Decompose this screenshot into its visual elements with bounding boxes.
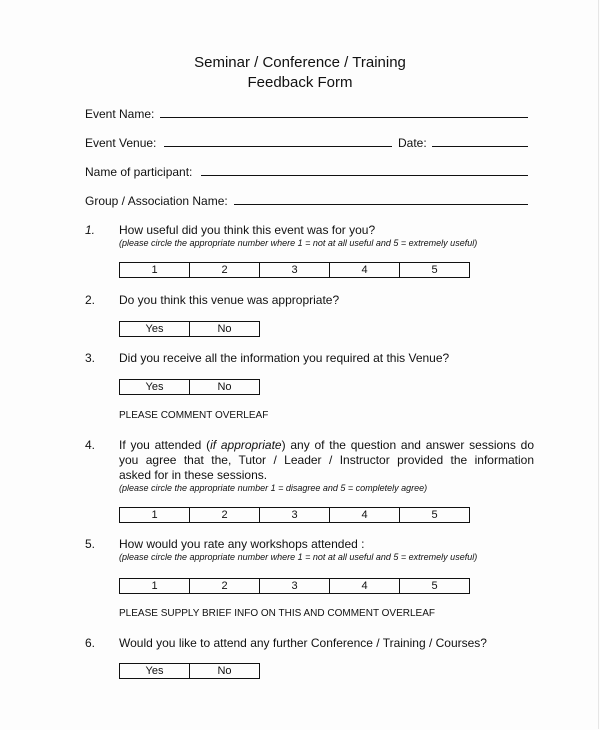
q2-text: Do you think this venue was appropriate? — [119, 293, 340, 307]
q4-line-2: you agree that the, Tutor / Leader / Instructor provided the information — [119, 453, 534, 467]
date-label: Date: — [398, 136, 427, 150]
q4-option[interactable]: 5 — [400, 508, 470, 523]
q3-option-no[interactable]: No — [190, 380, 260, 395]
q3-option-yes[interactable]: Yes — [120, 380, 190, 395]
q4-scale — [119, 507, 470, 523]
q5-option[interactable]: 3 — [260, 579, 330, 594]
q5-scale — [119, 578, 470, 594]
q2-scale — [119, 321, 260, 337]
q4-option[interactable]: 4 — [330, 508, 400, 523]
q4-option[interactable]: 1 — [120, 508, 190, 523]
q4-option[interactable]: 2 — [190, 508, 260, 523]
q2-option-no[interactable]: No — [190, 322, 260, 337]
q3-scale — [119, 379, 260, 395]
q5-option[interactable]: 4 — [330, 579, 400, 594]
q6-number: 6. — [85, 636, 96, 650]
q6-option-no[interactable]: No — [190, 664, 260, 679]
q4-line-3: asked for in these sessions. — [119, 468, 268, 482]
form-title: Seminar / Conference / Training — [194, 54, 406, 71]
q1-option[interactable]: 1 — [120, 263, 190, 278]
q4-option[interactable]: 3 — [260, 508, 330, 523]
participant-line[interactable] — [201, 175, 528, 176]
event-name-label: Event Name: — [85, 107, 155, 121]
q4-number: 4. — [85, 438, 96, 452]
q6-scale — [119, 663, 260, 679]
event-name-line[interactable] — [160, 117, 528, 118]
q1-number: 1. — [85, 223, 96, 237]
q5-option[interactable]: 2 — [190, 579, 260, 594]
q3-text: Did you receive all the information you required at this Venue? — [119, 351, 450, 365]
q4-text — [119, 438, 534, 483]
q1-hint: (please circle the appropriate number where 1 = not at all useful and 5 = extremely useful) — [119, 238, 478, 248]
participant-label: Name of participant: — [85, 165, 193, 179]
q2-number: 2. — [85, 293, 96, 307]
q5-hint: (please circle the appropriate number where 1 = not at all useful and 5 = extremely useful) — [119, 552, 478, 562]
event-venue-line[interactable] — [164, 146, 392, 147]
q1-option[interactable]: 2 — [190, 263, 260, 278]
q3-note: PLEASE COMMENT OVERLEAF — [119, 410, 269, 421]
group-label: Group / Association Name: — [85, 194, 228, 208]
q5-number: 5. — [85, 537, 96, 551]
q2-option-yes[interactable]: Yes — [120, 322, 190, 337]
event-venue-label: Event Venue: — [85, 136, 157, 150]
q4-line-1: If you attended (if appropriate) any of the question and answer sessions do — [119, 438, 534, 452]
group-line[interactable] — [234, 204, 528, 205]
q1-option[interactable]: 5 — [400, 263, 470, 278]
q1-option[interactable]: 3 — [260, 263, 330, 278]
q6-text: Would you like to attend any further Conference / Training / Courses? — [119, 636, 487, 650]
q1-scale — [119, 262, 470, 278]
q1-option[interactable]: 4 — [330, 263, 400, 278]
date-line[interactable] — [432, 146, 528, 147]
q5-option[interactable]: 5 — [400, 579, 470, 594]
form-subtitle: Feedback Form — [247, 74, 353, 91]
q5-option[interactable]: 1 — [120, 579, 190, 594]
q6-option-yes[interactable]: Yes — [120, 664, 190, 679]
q5-text: How would you rate any workshops attended : — [119, 537, 365, 551]
q5-note: PLEASE SUPPLY BRIEF INFO ON THIS AND COMMENT OVERLEAF — [119, 608, 436, 619]
q1-text: How useful did you think this event was for you? — [119, 223, 376, 237]
q3-number: 3. — [85, 351, 96, 365]
q4-hint: (please circle the appropriate number 1 = disagree and 5 = completely agree) — [119, 483, 428, 493]
